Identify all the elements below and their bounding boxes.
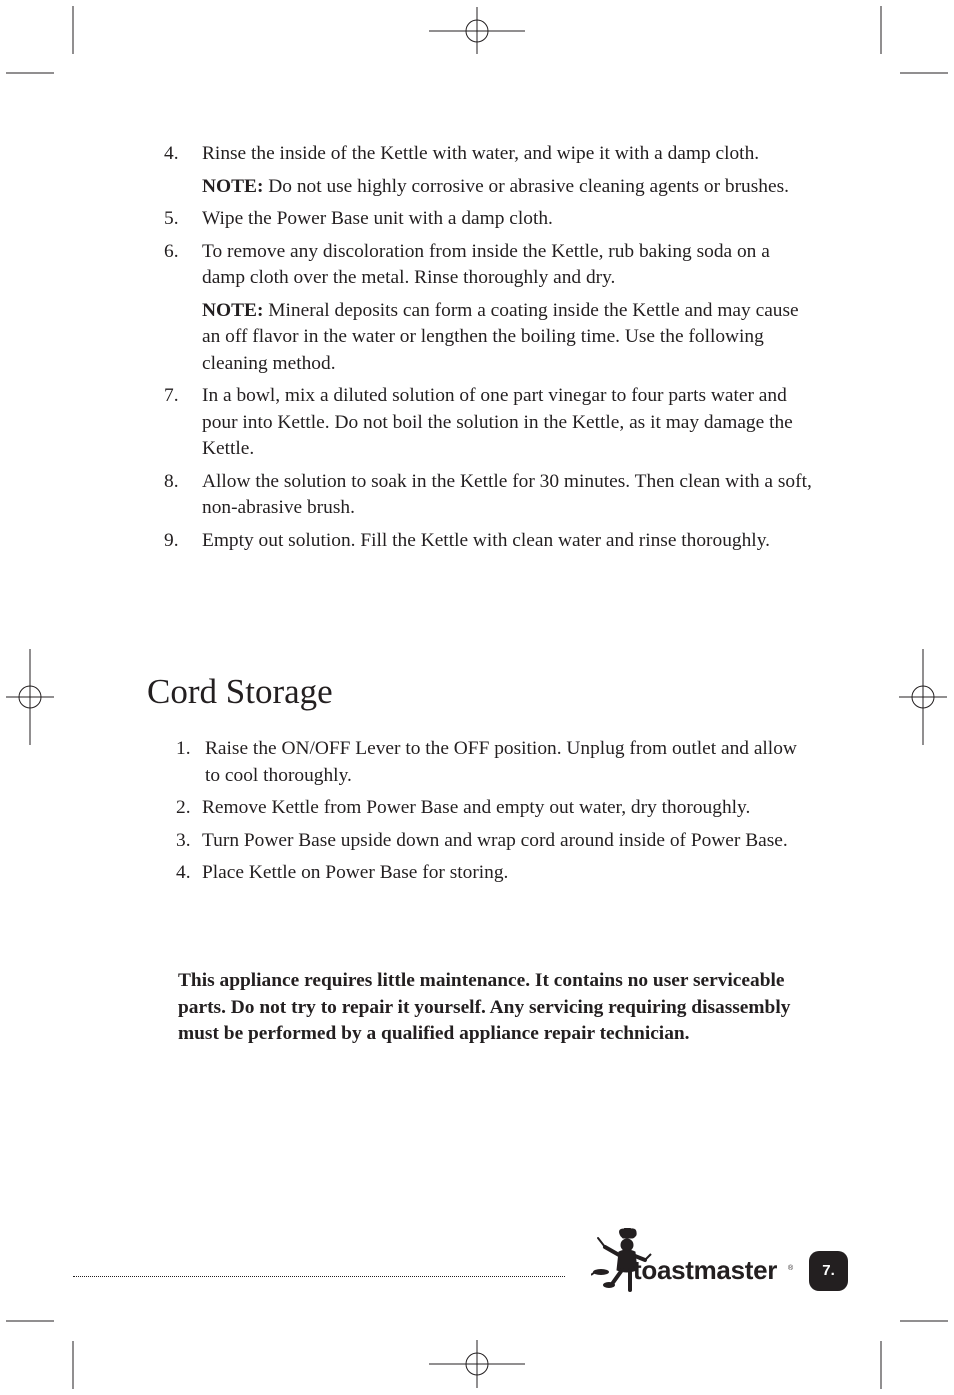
step-text: In a bowl, mix a diluted solution of one part vinegar to four parts water and pour into Kettle. Do not boil the solution in the Kettle, as it may damage the Kettle. [202, 385, 793, 459]
step-text: Rinse the inside of the Kettle with water, and wipe it with a damp cloth. [202, 143, 760, 164]
brand-logo-text: toastmaster [633, 1255, 778, 1285]
list-item [176, 860, 816, 887]
cord-storage-steps-list [176, 736, 816, 893]
step-text: Turn Power Base upside down and wrap cord around inside of Power Base. [202, 829, 788, 851]
registered-mark: ® [788, 1265, 794, 1272]
footer-dotted-rule [73, 1276, 565, 1277]
step-text: Wipe the Power Base unit with a damp cloth. [202, 208, 553, 229]
list-item [164, 383, 814, 463]
page-number-badge: 7. [809, 1251, 848, 1291]
note [202, 298, 814, 378]
step-text: Raise the ON/OFF Lever to the OFF position. Unplug from outlet and allow to cool thoroughly. [205, 738, 797, 786]
step-number: 1. [176, 738, 191, 759]
registration-target-left [6, 649, 54, 745]
step-number: 3. [176, 829, 191, 851]
step-number: 2. [176, 797, 191, 818]
step-text: Empty out solution. Fill the Kettle with clean water and rinse thoroughly. [202, 529, 770, 551]
list-item [164, 206, 814, 233]
registration-target-right [899, 649, 947, 745]
section-heading: Cord Storage [147, 672, 333, 711]
step-text: Remove Kettle from Power Base and empty out water, dry thoroughly. [202, 797, 751, 818]
step-text: To remove any discoloration from inside the Kettle, rub baking soda on a damp cloth over the metal. Rinse thoroughly and dry. [202, 240, 770, 288]
list-item [164, 469, 814, 522]
note-label: NOTE: [202, 299, 264, 321]
step-number: 7. [164, 385, 179, 406]
note-text: Do not use highly corrosive or abrasive cleaning agents or brushes. [263, 175, 789, 197]
list-item [176, 828, 816, 855]
note-text: Mineral deposits can form a coating inside the Kettle and may cause an off flavor in the water or lengthen the boiling time. Use the following cleaning method. [202, 299, 799, 374]
step-number: 6. [164, 240, 179, 262]
list-item [164, 141, 814, 200]
step-number: 4. [164, 143, 179, 164]
registration-target-bottom [429, 1340, 525, 1388]
step-number: 8. [164, 470, 179, 492]
maintenance-warning: This appliance requires little maintenance. It contains no user serviceable parts. Do not try to repair it yourself. Any servicing requiring disassembly must be performed by a qualified appliance repair technician. [178, 970, 791, 1044]
step-number: 5. [164, 208, 179, 229]
list-item [164, 239, 814, 378]
step-number: 4. [176, 862, 191, 883]
note [202, 174, 814, 201]
step-number: 9. [164, 529, 179, 551]
list-item [164, 528, 814, 555]
registration-target-top [429, 7, 525, 54]
list-item [176, 736, 816, 789]
note-label: NOTE: [202, 175, 264, 197]
list-item [176, 795, 816, 822]
step-text: Allow the solution to soak in the Kettle for 30 minutes. Then clean with a soft, non-abrasive brush. [202, 470, 812, 518]
cleaning-steps-list [164, 141, 814, 560]
step-text: Place Kettle on Power Base for storing. [202, 862, 509, 883]
